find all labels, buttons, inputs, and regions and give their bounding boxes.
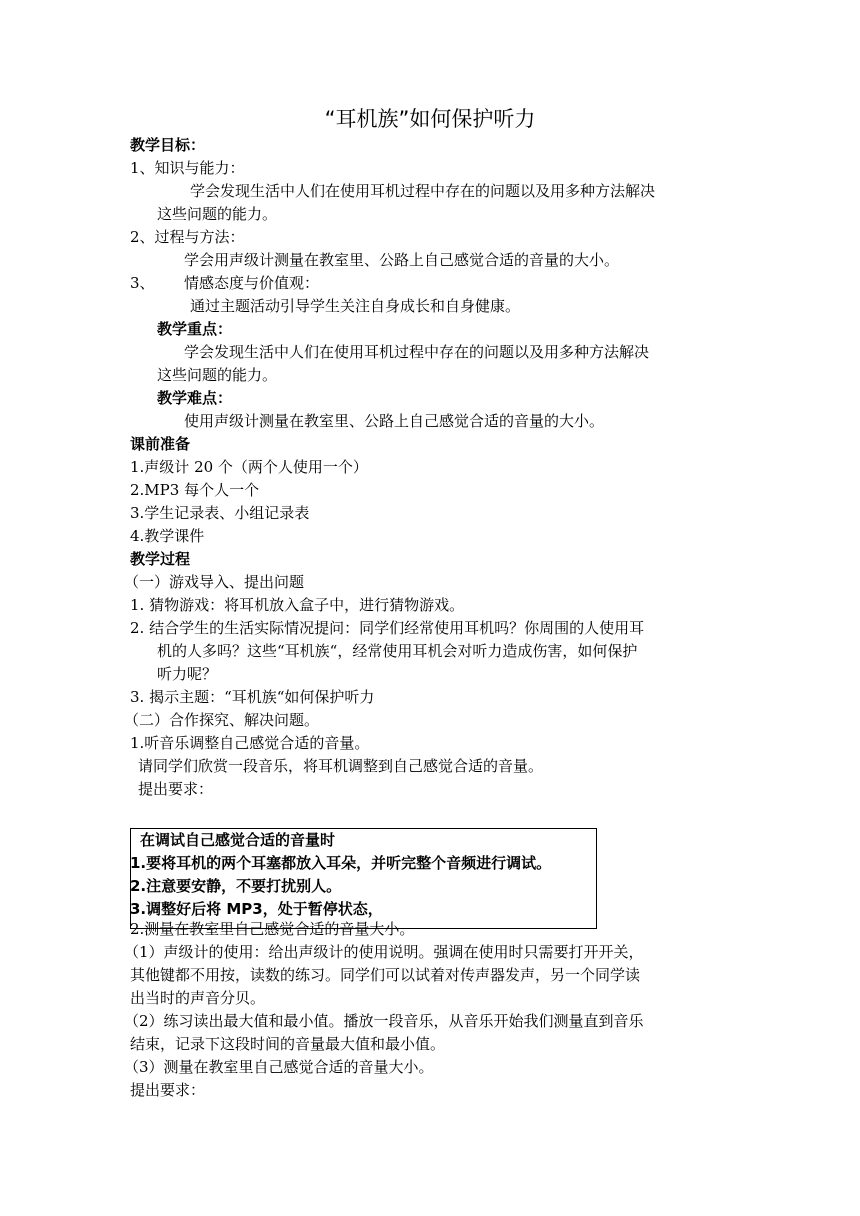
step-text: （1）声级计的使用：给出声级计的使用说明。强调在使用时只需要打开开关，	[124, 943, 644, 961]
difficulty-text: 使用声级计测量在教室里、公路上自己感觉合适的音量的大小。	[184, 412, 605, 430]
process-step: 3. 揭示主题：“耳机族“如何保护听力	[130, 688, 375, 706]
process-part-1: （一）游戏导入、提出问题	[124, 573, 305, 591]
process-text: 请同学们欣赏一段音乐，将耳机调整到自己感觉合适的音量。	[138, 757, 544, 775]
process-step-cont: 机的人多吗？这些“耳机族“，经常使用耳机会对听力造成伤害，如何保护	[157, 642, 638, 660]
step-text: 提出要求：	[130, 1081, 206, 1099]
process-part-2: （二）合作探究、解决问题。	[124, 711, 320, 729]
prep-item: 4.教学课件	[130, 527, 205, 545]
objective-2-text: 学会用声级计测量在教室里、公路上自己感觉合适的音量的大小。	[184, 251, 620, 269]
objectives-heading: 教学目标：	[130, 136, 206, 154]
difficulty-heading: 教学难点：	[157, 389, 233, 407]
step-text: （3）测量在教室里自己感觉合适的音量大小。	[124, 1058, 434, 1076]
requirement-item: 2.注意要安静，不要打扰别人。	[130, 877, 342, 895]
prep-heading: 课前准备	[130, 435, 191, 453]
objective-1-text: 学会发现生活中人们在使用耳机过程中存在的问题以及用多种方法解决	[190, 182, 656, 200]
objective-1-label: 1、知识与能力：	[130, 159, 245, 177]
objective-2-label: 2、过程与方法：	[130, 228, 245, 246]
requirement-item: 1.要将耳机的两个耳塞都放入耳朵，并听完整个音频进行调试。	[130, 854, 552, 872]
step-text-cont: 结束，记录下这段时间的音量最大值和最小值。	[130, 1035, 446, 1053]
step-text: （2）练习读出最大值和最小值。播放一段音乐，从音乐开始我们测量直到音乐	[124, 1012, 644, 1030]
step-text-cont: 出当时的声音分贝。	[130, 989, 266, 1007]
requirements-heading: 在调试自己感觉合适的音量时	[140, 831, 336, 849]
objective-3-label: 情感态度与价值观：	[184, 274, 320, 292]
key-points-text-cont: 这些问题的能力。	[157, 366, 278, 384]
process-step-cont: 听力呢？	[157, 665, 218, 683]
prep-item: 2.MP3 每个人一个	[130, 481, 260, 499]
process-step: 1. 猜物游戏：将耳机放入盒子中，进行猜物游戏。	[130, 596, 465, 614]
objective-3-text: 通过主题活动引导学生关注自身成长和自身健康。	[190, 297, 521, 315]
objective-1-text-cont: 这些问题的能力。	[157, 205, 278, 223]
process-step: 2. 结合学生的生活实际情况提问：同学们经常使用耳机吗？你周围的人使用耳	[130, 619, 645, 637]
prep-item: 3.学生记录表、小组记录表	[130, 504, 310, 522]
objective-3-number: 3、	[130, 274, 155, 292]
step-text-cont: 其他键都不用按，读数的练习。同学们可以试着对传声器发声，另一个同学读	[130, 966, 641, 984]
requirement-item: 2.测量在教室里自己感觉合适的音量大小。	[130, 920, 415, 938]
key-points-text: 学会发现生活中人们在使用耳机过程中存在的问题以及用多种方法解决	[184, 343, 650, 361]
process-heading: 教学过程	[130, 550, 191, 568]
requirement-item: 3.调整好后将 MP3，处于暂停状态，	[130, 900, 383, 918]
prep-item: 1.声级计 20 个（两个人使用一个）	[130, 458, 368, 476]
document-title: “耳机族”如何保护听力	[324, 107, 536, 131]
process-text: 提出要求：	[138, 780, 214, 798]
process-step: 1.听音乐调整自己感觉合适的音量。	[130, 734, 370, 752]
key-points-heading: 教学重点：	[157, 320, 233, 338]
